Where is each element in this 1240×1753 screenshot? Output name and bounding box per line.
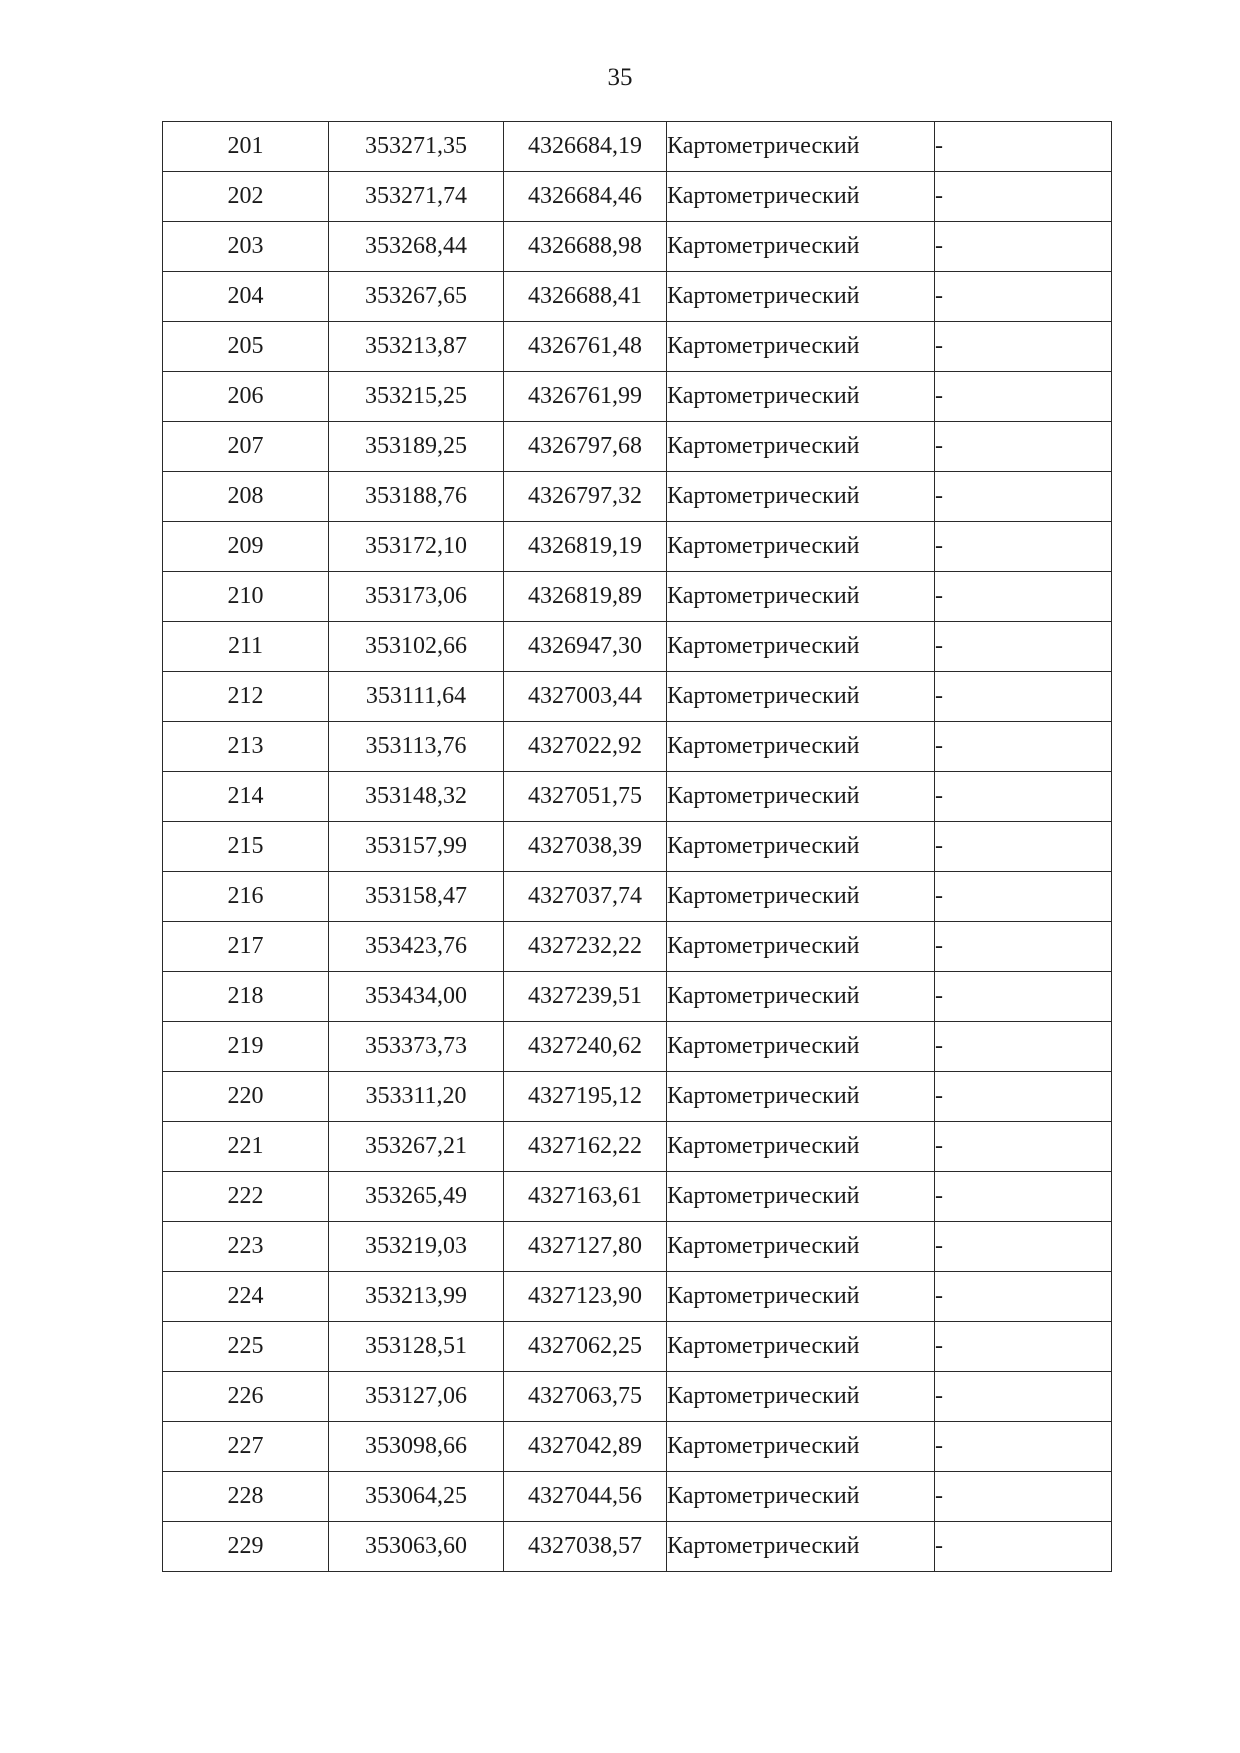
table-row <box>163 872 1112 922</box>
table-row <box>163 122 1112 172</box>
x-coordinate-cell: 353213,87 <box>329 322 504 372</box>
y-coordinate-cell: 4327038,57 <box>504 1522 667 1572</box>
table-row <box>163 1022 1112 1072</box>
y-coordinate-cell: 4327038,39 <box>504 822 667 872</box>
table-row <box>163 722 1112 772</box>
x-coordinate-cell: 353423,76 <box>329 922 504 972</box>
table-row <box>163 472 1112 522</box>
point-number-cell: 226 <box>163 1372 329 1422</box>
point-number-cell: 211 <box>163 622 329 672</box>
method-cell: Картометрический <box>667 1022 935 1072</box>
note-cell: - <box>935 972 1112 1022</box>
table-row <box>163 822 1112 872</box>
method-cell: Картометрический <box>667 222 935 272</box>
point-number-cell: 214 <box>163 772 329 822</box>
y-coordinate-cell: 4326819,89 <box>504 572 667 622</box>
method-cell: Картометрический <box>667 772 935 822</box>
x-coordinate-cell: 353267,65 <box>329 272 504 322</box>
y-coordinate-cell: 4326797,68 <box>504 422 667 472</box>
coordinates-table-body <box>163 122 1112 1572</box>
point-number-cell: 219 <box>163 1022 329 1072</box>
x-coordinate-cell: 353157,99 <box>329 822 504 872</box>
table-row <box>163 1122 1112 1172</box>
note-cell: - <box>935 1122 1112 1172</box>
point-number-cell: 229 <box>163 1522 329 1572</box>
point-number-cell: 206 <box>163 372 329 422</box>
point-number-cell: 225 <box>163 1322 329 1372</box>
y-coordinate-cell: 4327044,56 <box>504 1472 667 1522</box>
x-coordinate-cell: 353311,20 <box>329 1072 504 1122</box>
note-cell: - <box>935 322 1112 372</box>
x-coordinate-cell: 353265,49 <box>329 1172 504 1222</box>
point-number-cell: 204 <box>163 272 329 322</box>
x-coordinate-cell: 353189,25 <box>329 422 504 472</box>
y-coordinate-cell: 4327195,12 <box>504 1072 667 1122</box>
x-coordinate-cell: 353113,76 <box>329 722 504 772</box>
x-coordinate-cell: 353172,10 <box>329 522 504 572</box>
note-cell: - <box>935 1272 1112 1322</box>
note-cell: - <box>935 372 1112 422</box>
x-coordinate-cell: 353064,25 <box>329 1472 504 1522</box>
note-cell: - <box>935 1072 1112 1122</box>
x-coordinate-cell: 353098,66 <box>329 1422 504 1472</box>
coordinates-table <box>162 121 1112 1572</box>
x-coordinate-cell: 353158,47 <box>329 872 504 922</box>
y-coordinate-cell: 4326688,98 <box>504 222 667 272</box>
note-cell: - <box>935 922 1112 972</box>
y-coordinate-cell: 4327003,44 <box>504 672 667 722</box>
note-cell: - <box>935 572 1112 622</box>
note-cell: - <box>935 1472 1112 1522</box>
x-coordinate-cell: 353213,99 <box>329 1272 504 1322</box>
x-coordinate-cell: 353219,03 <box>329 1222 504 1272</box>
note-cell: - <box>935 722 1112 772</box>
x-coordinate-cell: 353373,73 <box>329 1022 504 1072</box>
method-cell: Картометрический <box>667 1372 935 1422</box>
point-number-cell: 203 <box>163 222 329 272</box>
y-coordinate-cell: 4326761,48 <box>504 322 667 372</box>
y-coordinate-cell: 4327127,80 <box>504 1222 667 1272</box>
method-cell: Картометрический <box>667 1072 935 1122</box>
method-cell: Картометрический <box>667 422 935 472</box>
note-cell: - <box>935 1322 1112 1372</box>
table-row <box>163 1322 1112 1372</box>
y-coordinate-cell: 4327162,22 <box>504 1122 667 1172</box>
y-coordinate-cell: 4326797,32 <box>504 472 667 522</box>
x-coordinate-cell: 353268,44 <box>329 222 504 272</box>
note-cell: - <box>935 772 1112 822</box>
method-cell: Картометрический <box>667 522 935 572</box>
y-coordinate-cell: 4326684,19 <box>504 122 667 172</box>
point-number-cell: 227 <box>163 1422 329 1472</box>
method-cell: Картометрический <box>667 722 935 772</box>
method-cell: Картометрический <box>667 172 935 222</box>
x-coordinate-cell: 353267,21 <box>329 1122 504 1172</box>
point-number-cell: 201 <box>163 122 329 172</box>
method-cell: Картометрический <box>667 322 935 372</box>
method-cell: Картометрический <box>667 972 935 1022</box>
note-cell: - <box>935 522 1112 572</box>
y-coordinate-cell: 4326819,19 <box>504 522 667 572</box>
note-cell: - <box>935 1172 1112 1222</box>
point-number-cell: 218 <box>163 972 329 1022</box>
table-row <box>163 1522 1112 1572</box>
y-coordinate-cell: 4327022,92 <box>504 722 667 772</box>
table-row <box>163 1172 1112 1222</box>
method-cell: Картометрический <box>667 1472 935 1522</box>
table-row <box>163 972 1112 1022</box>
note-cell: - <box>935 272 1112 322</box>
table-row <box>163 922 1112 972</box>
method-cell: Картометрический <box>667 1222 935 1272</box>
y-coordinate-cell: 4327163,61 <box>504 1172 667 1222</box>
point-number-cell: 209 <box>163 522 329 572</box>
table-row <box>163 322 1112 372</box>
x-coordinate-cell: 353148,32 <box>329 772 504 822</box>
point-number-cell: 215 <box>163 822 329 872</box>
point-number-cell: 210 <box>163 572 329 622</box>
method-cell: Картометрический <box>667 1272 935 1322</box>
table-row <box>163 1072 1112 1122</box>
note-cell: - <box>935 472 1112 522</box>
point-number-cell: 223 <box>163 1222 329 1272</box>
x-coordinate-cell: 353271,35 <box>329 122 504 172</box>
x-coordinate-cell: 353434,00 <box>329 972 504 1022</box>
method-cell: Картометрический <box>667 922 935 972</box>
method-cell: Картометрический <box>667 122 935 172</box>
note-cell: - <box>935 172 1112 222</box>
method-cell: Картометрический <box>667 272 935 322</box>
x-coordinate-cell: 353188,76 <box>329 472 504 522</box>
point-number-cell: 207 <box>163 422 329 472</box>
point-number-cell: 220 <box>163 1072 329 1122</box>
point-number-cell: 205 <box>163 322 329 372</box>
x-coordinate-cell: 353215,25 <box>329 372 504 422</box>
note-cell: - <box>935 222 1112 272</box>
y-coordinate-cell: 4326688,41 <box>504 272 667 322</box>
table-row <box>163 1272 1112 1322</box>
x-coordinate-cell: 353173,06 <box>329 572 504 622</box>
note-cell: - <box>935 672 1112 722</box>
method-cell: Картометрический <box>667 372 935 422</box>
method-cell: Картометрический <box>667 622 935 672</box>
note-cell: - <box>935 1222 1112 1272</box>
table-row <box>163 1422 1112 1472</box>
table-row <box>163 622 1112 672</box>
note-cell: - <box>935 1422 1112 1472</box>
x-coordinate-cell: 353102,66 <box>329 622 504 672</box>
point-number-cell: 217 <box>163 922 329 972</box>
point-number-cell: 228 <box>163 1472 329 1522</box>
y-coordinate-cell: 4327063,75 <box>504 1372 667 1422</box>
page-number: 35 <box>607 64 633 91</box>
method-cell: Картометрический <box>667 1172 935 1222</box>
table-row <box>163 1222 1112 1272</box>
point-number-cell: 222 <box>163 1172 329 1222</box>
x-coordinate-cell: 353127,06 <box>329 1372 504 1422</box>
x-coordinate-cell: 353271,74 <box>329 172 504 222</box>
table-row <box>163 222 1112 272</box>
method-cell: Картометрический <box>667 1522 935 1572</box>
y-coordinate-cell: 4327062,25 <box>504 1322 667 1372</box>
y-coordinate-cell: 4326684,46 <box>504 172 667 222</box>
y-coordinate-cell: 4326761,99 <box>504 372 667 422</box>
method-cell: Картометрический <box>667 672 935 722</box>
table-row <box>163 172 1112 222</box>
point-number-cell: 216 <box>163 872 329 922</box>
method-cell: Картометрический <box>667 872 935 922</box>
y-coordinate-cell: 4326947,30 <box>504 622 667 672</box>
table-row <box>163 1472 1112 1522</box>
note-cell: - <box>935 1372 1112 1422</box>
y-coordinate-cell: 4327239,51 <box>504 972 667 1022</box>
x-coordinate-cell: 353063,60 <box>329 1522 504 1572</box>
table-row <box>163 272 1112 322</box>
table-row <box>163 672 1112 722</box>
table-row <box>163 422 1112 472</box>
y-coordinate-cell: 4327037,74 <box>504 872 667 922</box>
table-row <box>163 772 1112 822</box>
y-coordinate-cell: 4327051,75 <box>504 772 667 822</box>
y-coordinate-cell: 4327123,90 <box>504 1272 667 1322</box>
table-row <box>163 572 1112 622</box>
point-number-cell: 224 <box>163 1272 329 1322</box>
method-cell: Картометрический <box>667 572 935 622</box>
note-cell: - <box>935 122 1112 172</box>
method-cell: Картометрический <box>667 472 935 522</box>
note-cell: - <box>935 622 1112 672</box>
point-number-cell: 208 <box>163 472 329 522</box>
note-cell: - <box>935 422 1112 472</box>
x-coordinate-cell: 353111,64 <box>329 672 504 722</box>
point-number-cell: 221 <box>163 1122 329 1172</box>
y-coordinate-cell: 4327240,62 <box>504 1022 667 1072</box>
method-cell: Картометрический <box>667 1422 935 1472</box>
x-coordinate-cell: 353128,51 <box>329 1322 504 1372</box>
method-cell: Картометрический <box>667 1322 935 1372</box>
table-row <box>163 522 1112 572</box>
method-cell: Картометрический <box>667 1122 935 1172</box>
note-cell: - <box>935 1022 1112 1072</box>
point-number-cell: 213 <box>163 722 329 772</box>
table-row <box>163 372 1112 422</box>
note-cell: - <box>935 822 1112 872</box>
table-row <box>163 1372 1112 1422</box>
point-number-cell: 212 <box>163 672 329 722</box>
note-cell: - <box>935 1522 1112 1572</box>
method-cell: Картометрический <box>667 822 935 872</box>
point-number-cell: 202 <box>163 172 329 222</box>
y-coordinate-cell: 4327232,22 <box>504 922 667 972</box>
y-coordinate-cell: 4327042,89 <box>504 1422 667 1472</box>
note-cell: - <box>935 872 1112 922</box>
